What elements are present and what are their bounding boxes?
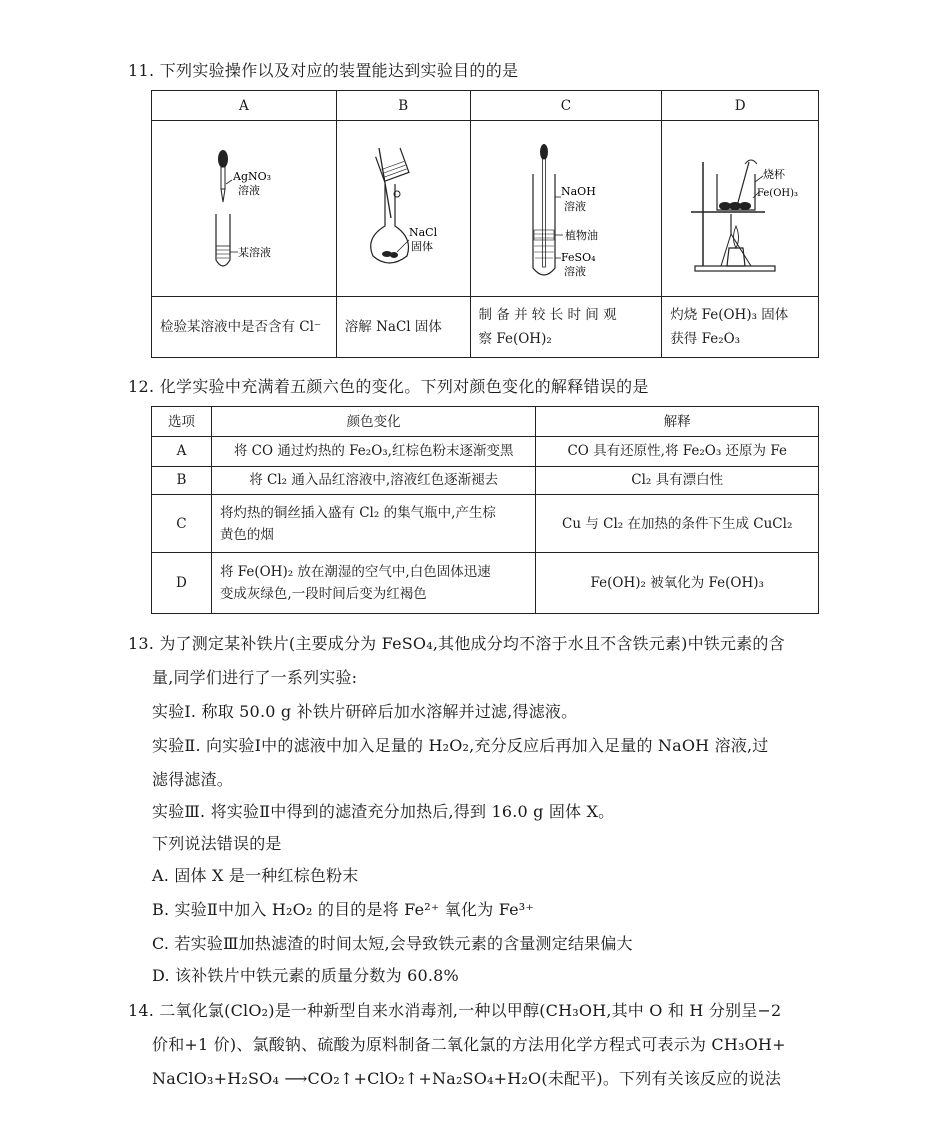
stand-base-icon bbox=[695, 266, 775, 271]
question-13-line-2: 量,同学们进行了一系列实验: bbox=[152, 668, 358, 687]
q12-row-change bbox=[211, 494, 535, 553]
q12-row-change-line2: 变成灰绿色,一段时间后变为红褐色 bbox=[219, 586, 427, 603]
question-13-line-5: 滤得滤渣。 bbox=[152, 770, 234, 789]
question-13-line-7: 下列说法错误的是 bbox=[152, 834, 282, 853]
q11-figure-b bbox=[336, 121, 470, 297]
q11-caption-d-line1: 灼烧 Fe(OH)₃ 固体 bbox=[670, 307, 789, 323]
question-11-title: 11. 下列实验操作以及对应的装置能达到实验目的的是 bbox=[128, 61, 519, 80]
q11-header-d: D bbox=[662, 91, 819, 121]
q11-caption-c bbox=[470, 297, 662, 358]
q12-header-option: 选项 bbox=[152, 407, 212, 437]
q12-row-option: B bbox=[152, 466, 212, 494]
q11-d-beaker-label: 烧杯 bbox=[763, 167, 786, 181]
q12-row-option: D bbox=[152, 553, 212, 614]
q12-row-explain: Cu 与 Cl₂ 在加热的条件下生成 CuCl₂ bbox=[536, 494, 819, 553]
q11-header-a: A bbox=[152, 91, 337, 121]
q12-row-change-line1: 将灼热的铜丝插入盛有 Cl₂ 的集气瓶中,产生棕 bbox=[219, 504, 496, 521]
q11-c-naoh2-label: 溶液 bbox=[563, 199, 586, 213]
question-13-line-1: 13. 为了测定某补铁片(主要成分为 FeSO₄,其他成分均不溶于水且不含铁元素)中铁元素的含 bbox=[128, 634, 785, 653]
question-13-option-d: D. 该补铁片中铁元素的质量分数为 60.8% bbox=[152, 966, 459, 985]
flask-icon bbox=[371, 184, 409, 263]
q11-header-b: B bbox=[336, 91, 470, 121]
dropper-bulb-icon bbox=[218, 150, 228, 168]
dropper-bulb-icon bbox=[540, 144, 548, 160]
q11-caption-b-line: 溶解 NaCl 固体 bbox=[344, 319, 442, 335]
q12-header-explain: 解释 bbox=[536, 407, 819, 437]
q12-row-explain: Fe(OH)₂ 被氧化为 Fe(OH)₃ bbox=[536, 553, 819, 614]
q11-caption-a-line: 检验某溶液中是否含有 Cl⁻ bbox=[160, 319, 322, 335]
question-13-option-c: C. 若实验Ⅲ加热滤渣的时间太短,会导致铁元素的含量测定结果偏大 bbox=[152, 934, 633, 953]
flame-icon bbox=[734, 226, 739, 248]
question-14-line-1: 14. 二氧化氯(ClO₂)是一种新型自来水消毒剂,一种以甲醇(CH₃OH,其中 O 和 H 分别呈−2 bbox=[128, 1001, 782, 1020]
table-row bbox=[152, 466, 819, 494]
test-tube-dropper-diagram bbox=[473, 122, 659, 292]
question-14-line-3: NaClO₃+H₂SO₄ ⟶CO₂↑+ClO₂↑+Na₂SO₄+H₂O(未配平)。下列有关该反应的说法 bbox=[152, 1069, 782, 1088]
q11-d-feoh-label: Fe(OH)₃ bbox=[757, 187, 799, 199]
question-13-option-a: A. 固体 X 是一种红棕色粉末 bbox=[152, 866, 359, 885]
q11-figure-a bbox=[152, 121, 337, 297]
q12-row-option: C bbox=[152, 494, 212, 553]
question-13-line-4: 实验Ⅱ. 向实验Ⅰ中的滤液中加入足量的 H₂O₂,充分反应后再加入足量的 NaOH 溶液,过 bbox=[152, 736, 769, 755]
alcohol-burner-icon bbox=[727, 248, 745, 266]
q11-figure-c bbox=[470, 121, 662, 297]
question-14-line-2: 价和+1 价)、氯酸钠、硫酸为原料制备二氧化氯的方法用化学方程式可表示为 CH₃OH+ bbox=[152, 1035, 786, 1054]
table-row bbox=[152, 553, 819, 614]
q11-caption-d-line2: 获得 Fe₂O₃ bbox=[670, 331, 741, 347]
beaker-icon bbox=[376, 147, 409, 180]
table-row bbox=[152, 494, 819, 553]
q11-header-c: C bbox=[470, 91, 662, 121]
q11-c-feso42-label: 溶液 bbox=[563, 264, 586, 278]
heating-beaker-diagram bbox=[665, 122, 815, 292]
question-12-title: 12. 化学实验中充满着五颜六色的变化。下列对颜色变化的解释错误的是 bbox=[128, 377, 649, 396]
q12-row-explain: CO 具有还原性,将 Fe₂O₃ 还原为 Fe bbox=[536, 437, 819, 466]
q11-c-naoh-label: NaOH bbox=[560, 184, 596, 198]
q11-figure-d bbox=[662, 121, 819, 297]
q11-b-solid2-label: 固体 bbox=[411, 239, 434, 253]
question-13-option-b: B. 实验Ⅱ中加入 H₂O₂ 的目的是将 Fe²⁺ 氧化为 Fe³⁺ bbox=[152, 900, 535, 919]
q12-header-change: 颜色变化 bbox=[211, 407, 535, 437]
q12-row-change: 将 CO 通过灼热的 Fe₂O₃,红棕色粉末逐渐变黑 bbox=[211, 437, 535, 466]
q11-caption-c-line1: 制 备 并 较 长 时 间 观 bbox=[478, 307, 617, 323]
q11-a-reagent-label: AgNO₃ bbox=[232, 169, 271, 183]
q12-row-option: A bbox=[152, 437, 212, 466]
q12-row-change: 将 Cl₂ 通入品红溶液中,溶液红色逐渐褪去 bbox=[211, 466, 535, 494]
table-row bbox=[152, 437, 819, 466]
question-13-line-6: 实验Ⅲ. 将实验Ⅱ中得到的滤渣充分加热后,得到 16.0 g 固体 X。 bbox=[152, 802, 615, 821]
q11-table bbox=[151, 90, 819, 358]
q11-a-reagent2-label: 溶液 bbox=[237, 183, 260, 197]
q12-row-change-line1: 将 Fe(OH)₂ 放在潮湿的空气中,白色固体迅速 bbox=[219, 564, 491, 581]
question-13-line-3: 实验Ⅰ. 称取 50.0 g 补铁片研碎后加水溶解并过滤,得滤液。 bbox=[152, 702, 578, 721]
q12-table bbox=[151, 406, 819, 614]
q11-c-oil-label: 植物油 bbox=[564, 228, 598, 242]
q11-b-solid-label: NaCl bbox=[409, 225, 438, 239]
q11-a-sample-label: 某溶液 bbox=[237, 245, 271, 259]
q11-caption-b bbox=[336, 297, 470, 358]
q11-caption-a bbox=[152, 297, 337, 358]
dropper-test-tube-diagram bbox=[154, 122, 334, 292]
q11-caption-c-line2: 察 Fe(OH)₂ bbox=[478, 331, 552, 347]
q11-c-feso4-label: FeSO₄ bbox=[560, 250, 596, 264]
flask-beaker-diagram bbox=[339, 122, 467, 292]
q12-row-explain: Cl₂ 具有漂白性 bbox=[536, 466, 819, 494]
q11-caption-d bbox=[662, 297, 819, 358]
q12-row-change bbox=[211, 553, 535, 614]
q12-row-change-line2: 黄色的烟 bbox=[219, 526, 274, 543]
